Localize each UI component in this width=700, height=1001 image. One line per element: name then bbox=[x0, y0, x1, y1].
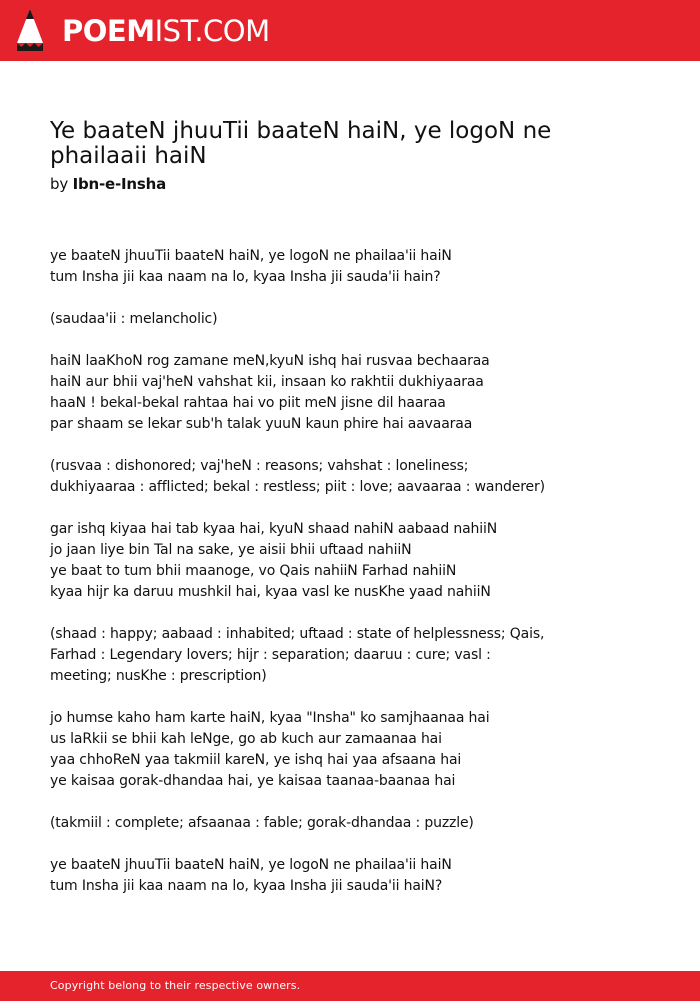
poem-stanza bbox=[50, 708, 650, 792]
poem-line: (rusvaa : dishonored; vaj'heN : reasons; vahshat : loneliness; dukhiyaaraa : afflicted; bekal : restless; piit : love; aavaaraa : wanderer) bbox=[50, 458, 545, 495]
poem-line: gar ishq kiyaa hai tab kyaa hai, kyuN shaad nahiN aabaad nahiiN bbox=[50, 521, 498, 537]
byline bbox=[50, 175, 166, 193]
poem-body bbox=[50, 246, 650, 918]
site-logo[interactable] bbox=[62, 11, 270, 51]
logo-bold-text: POEM bbox=[62, 14, 155, 48]
poem-stanza bbox=[50, 309, 650, 330]
logo-light-text: IST.COM bbox=[154, 14, 270, 48]
poem-line: ye baateN jhuuTii baateN haiN, ye logoN ne phailaa'ii haiN bbox=[50, 248, 452, 264]
poem-line: us laRkii se bhii kah leNge, go ab kuch aur zamaanaa hai bbox=[50, 731, 442, 747]
copyright-text: Copyright belong to their respective owners. bbox=[50, 979, 301, 992]
poem-stanza bbox=[50, 813, 650, 834]
poem-line: ye baat to tum bhii maanoge, vo Qais nahiiN Farhad nahiiN bbox=[50, 563, 457, 579]
poem-line: jo jaan liye bin Tal na sake, ye aisii bhii uftaad nahiiN bbox=[50, 542, 412, 558]
poem-stanza bbox=[50, 246, 650, 288]
poem-line: (takmiil : complete; afsaanaa : fable; gorak-dhandaa : puzzle) bbox=[50, 815, 474, 831]
poem-line: haaN ! bekal-bekal rahtaa hai vo piit meN jisne dil haaraa bbox=[50, 395, 446, 411]
poem-line: haiN laaKhoN rog zamane meN,kyuN ishq hai rusvaa bechaaraa bbox=[50, 353, 490, 369]
poem-line: yaa chhoReN yaa takmiil kareN, ye ishq hai yaa afsaana hai bbox=[50, 752, 462, 768]
poem-line: tum Insha jii kaa naam na lo, kyaa Insha jii sauda'ii hain? bbox=[50, 269, 441, 285]
poem-line: jo humse kaho ham karte haiN, kyaa "Insha" ko samjhaanaa hai bbox=[50, 710, 490, 726]
pencil-tip-icon[interactable] bbox=[17, 9, 43, 51]
poem-line: ye kaisaa gorak-dhandaa hai, ye kaisaa taanaa-baanaa hai bbox=[50, 773, 456, 789]
poem-line: kyaa hijr ka daruu mushkil hai, kyaa vasl ke nusKhe yaad nahiiN bbox=[50, 584, 491, 600]
poem-line: ye baateN jhuuTii baateN haiN, ye logoN ne phailaa'ii haiN bbox=[50, 857, 452, 873]
site-footer bbox=[0, 971, 700, 1001]
poem-stanza bbox=[50, 855, 650, 897]
poem-line: tum Insha jii kaa naam na lo, kyaa Insha jii sauda'ii haiN? bbox=[50, 878, 443, 894]
site-header bbox=[0, 0, 700, 61]
poem-title: Ye baateN jhuuTii baateN haiN, ye logoN ne phailaaii haiN bbox=[50, 118, 552, 169]
poem-line: haiN aur bhii vaj'heN vahshat kii, insaan ko rakhtii dukhiyaaraa bbox=[50, 374, 484, 390]
poem-line: (saudaa'ii : melancholic) bbox=[50, 311, 218, 327]
poem-stanza bbox=[50, 351, 650, 435]
poem-stanza bbox=[50, 519, 650, 603]
author-name: Ibn-e-Insha bbox=[72, 175, 166, 193]
poem-line: par shaam se lekar sub'h talak yuuN kaun phire hai aavaaraa bbox=[50, 416, 473, 432]
by-label: by bbox=[50, 175, 68, 193]
poem-stanza bbox=[50, 624, 650, 687]
poem-line: (shaad : happy; aabaad : inhabited; uftaad : state of helplessness; Qais, Farhad : Legendary lovers; hijr : separation; daaruu : cure; vasl : meeting; nusKhe : prescription) bbox=[50, 626, 545, 684]
poem-stanza bbox=[50, 456, 650, 498]
